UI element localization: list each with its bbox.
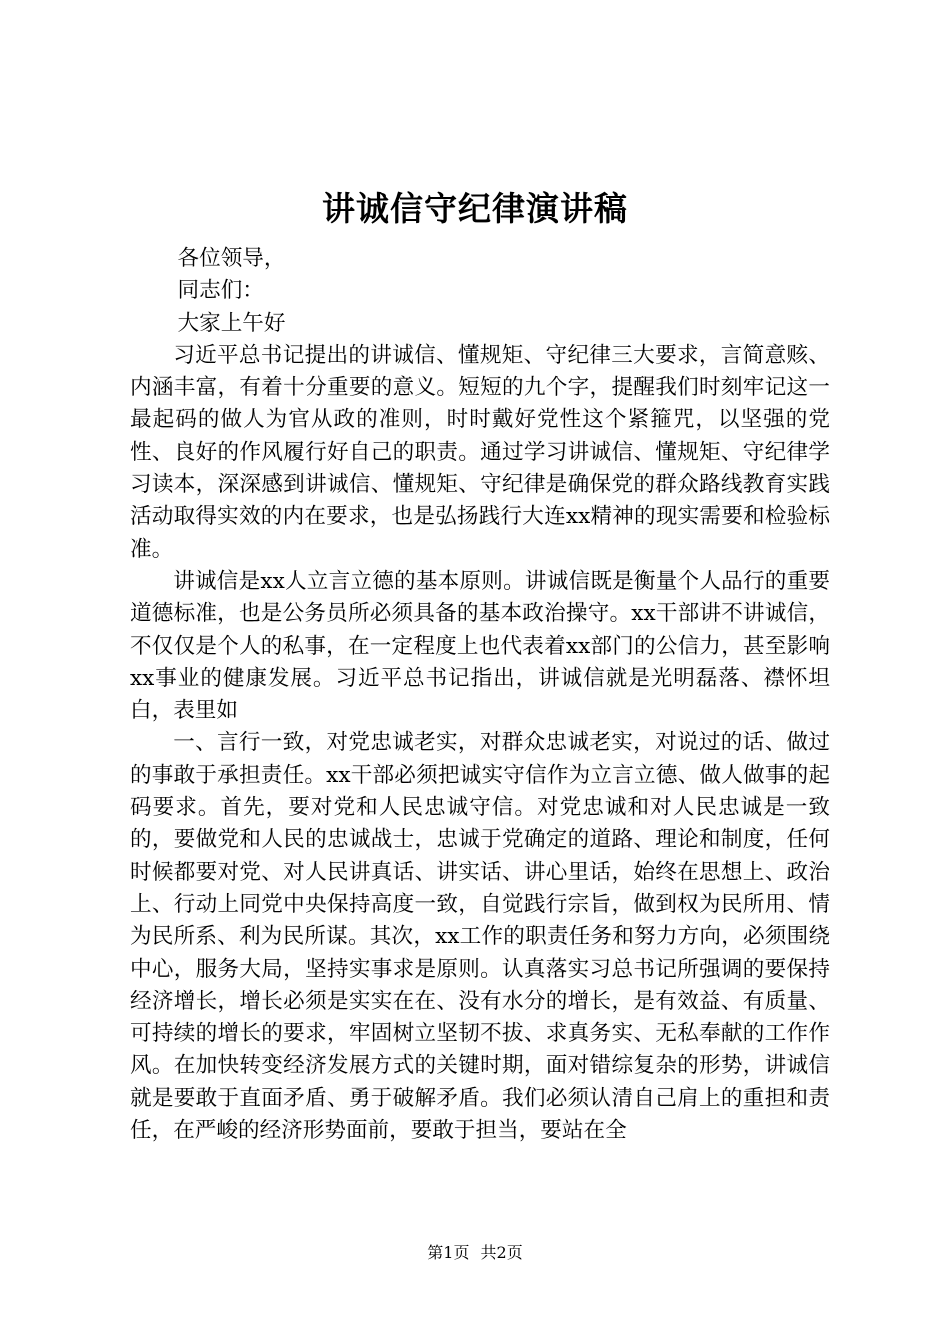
paragraph: 讲诚信是xx人立言立德的基本原则。讲诚信既是衡量个人品行的重要道德标准，也是公务员所必须具备的基本政治操守。xx干部讲不讲诚信，不仅仅是个人的私事，在一定程度上也代表着xx部门的公信力，甚至影响xx事业的健康发展。习近平总书记指出，讲诚信就是光明磊落、襟怀坦白，表里如 [130,568,830,724]
paragraph: 一、言行一致，对党忠诚老实，对群众忠诚老实，对说过的话、做过的事敢于承担责任。xx干部必须把诚实守信作为立言立德、做人做事的起码要求。首先，要对党和人民忠诚守信。对党忠诚和对人民忠诚是一致的，要做党和人民的忠诚战士，忠诚于党确定的道路、理论和制度，任何时候都要对党、对人民讲真话、讲实话、讲心里话，始终在思想上、政治上、行动上同党中央保持高度一致，自觉践行宗旨，做到权为民所用、情为民所系、利为民所谋。其次，xx工作的职责任务和努力方向，必须围绕中心，服务大局，坚持实事求是原则。认真落实习总书记所强调的要保持经济增长，增长必须是实实在在、没有水分的增长，是有效益、有质量、可持续的增长的要求，牢固树立坚韧不拔、求真务实、无私奉献的工作作风。在加快转变经济发展方式的关键时期，面对错综复杂的形势，讲诚信就是要敢于直面矛盾、勇于破解矛盾。我们必须认清自己肩上的重担和责任，在严峻的经济形势面前，要敢于担当，要站在全 [130,730,830,1144]
page-number-current: 第1页 [427,1243,470,1262]
page-footer [0,1241,950,1265]
greeting-comrades: 同志们： [177,278,264,304]
paragraph: 习近平总书记提出的讲诚信、懂规矩、守纪律三大要求，言简意赅、内涵丰富，有着十分重要的意义。短短的九个字，提醒我们时刻牢记这一最起码的做人为官从政的准则，时时戴好党性这个紧箍咒，以坚强的党性、良好的作风履行好自己的职责。通过学习讲诚信、懂规矩、守纪律学习读本，深深感到讲诚信、懂规矩、守纪律是确保党的群众路线教育实践活动取得实效的内在要求，也是弘扬践行大连xx精神的现实需要和检验标准。 [130,342,830,562]
page-number-total: 共2页 [480,1243,523,1262]
document-body [130,243,830,1147]
document-title: 讲诚信守纪律演讲稿 [322,189,628,228]
greeting-morning: 大家上午好 [177,310,286,336]
greeting-leaders: 各位领导， [177,246,286,271]
